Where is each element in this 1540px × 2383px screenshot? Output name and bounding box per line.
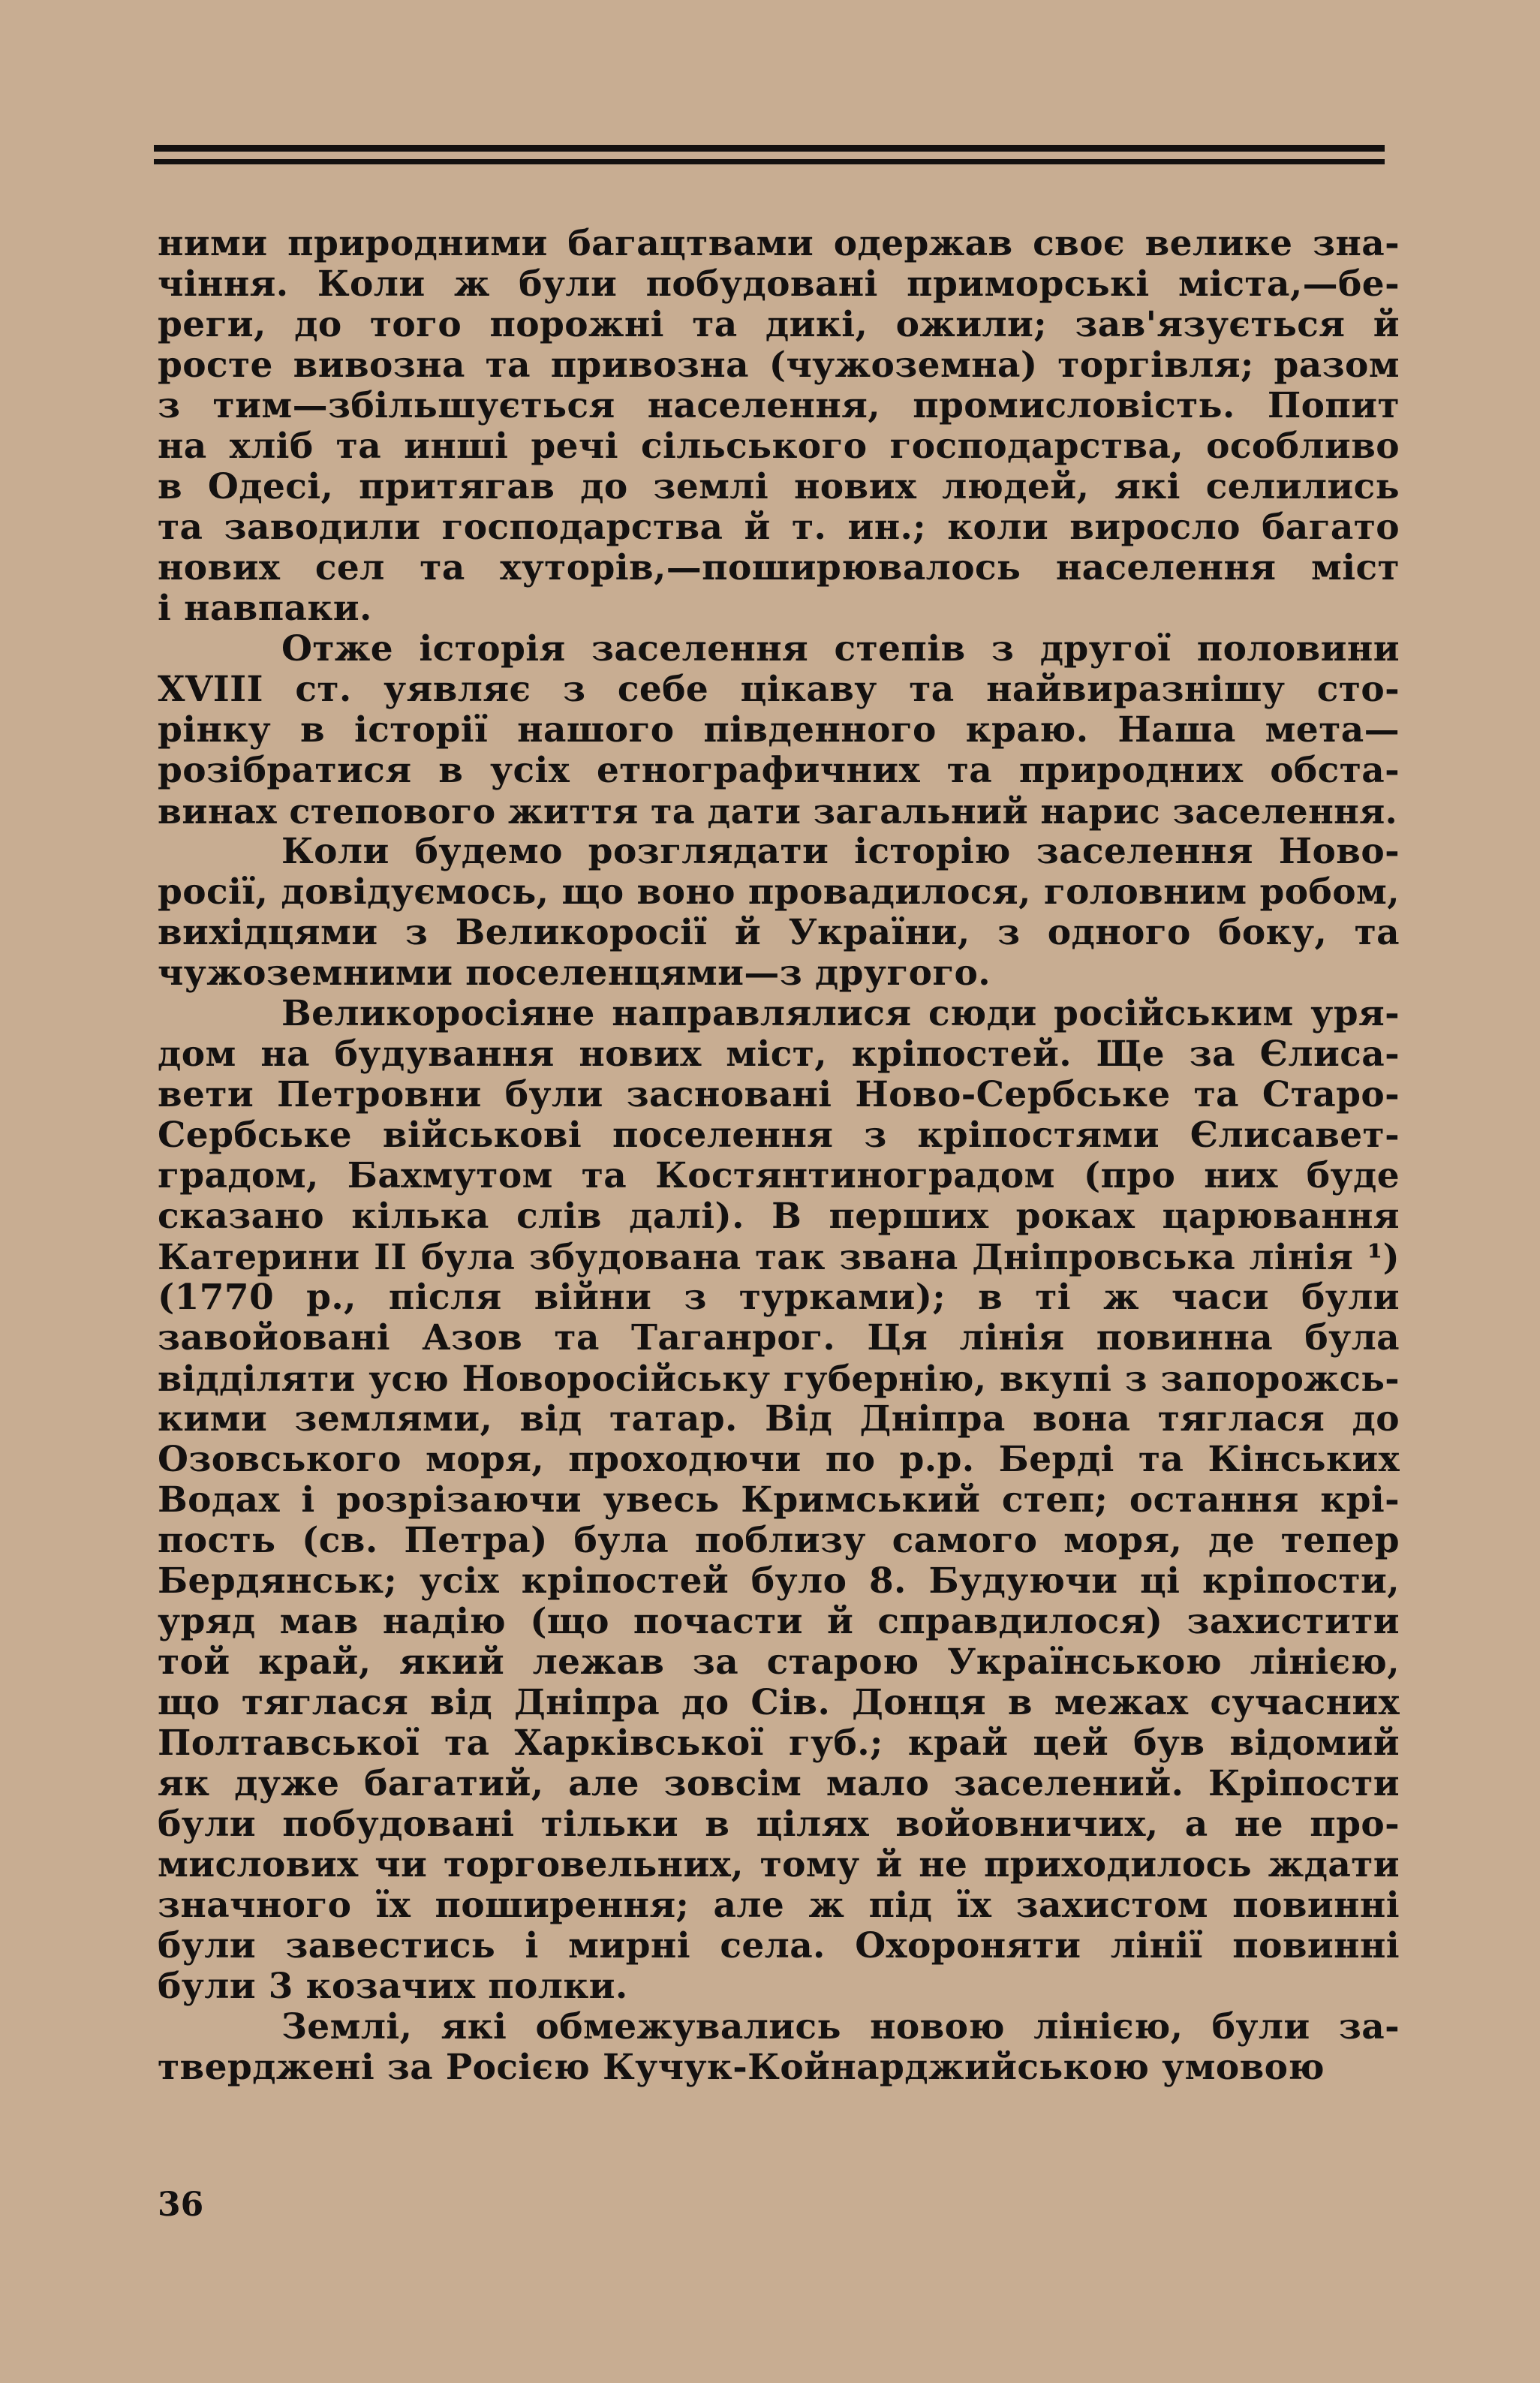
page-number: 36 xyxy=(158,2186,204,2224)
text-line: як дуже багатий, але зовсім мало заселений. Кріпости xyxy=(158,1763,1400,1804)
text-line: росте вивозна та привозна (чужоземна) торгівля; разом xyxy=(158,345,1400,386)
text-line: Полтавської та Харківської губ.; край цей був відомий xyxy=(158,1723,1400,1764)
text-line: Катерини II була збудована так звана Дніпровська лінія ¹) xyxy=(158,1236,1400,1277)
text-line: нових сел та хуторів,—поширювалось населення міст xyxy=(158,547,1400,588)
text-line: були 3 козачих полки. xyxy=(158,1966,628,2007)
text-line: Коли будемо розглядати історію заселення Ново- xyxy=(281,831,1400,872)
text-line: росії, довідуємось, що воно провадилося, головним робом, xyxy=(158,871,1400,913)
text-line: (1770 р., після війни з турками); в ті ж часи були xyxy=(158,1277,1400,1318)
text-line: Озовського моря, проходючи по р.р. Берді та Кінських xyxy=(158,1439,1400,1480)
header-rule-thin xyxy=(154,159,1385,164)
text-line: що тяглася від Дніпра до Сів. Донця в межах сучасних xyxy=(158,1682,1400,1723)
text-line: чіння. Коли ж були побудовані приморські міста,—бе- xyxy=(158,263,1400,305)
text-line: той край, який лежав за старою Українською лінією, xyxy=(158,1641,1400,1683)
text-line: тверджені за Росією Кучук-Койнарджийською умовою xyxy=(158,2047,1325,2088)
text-line: реги, до того порожні та дикі, ожили; зав'язується й xyxy=(158,304,1400,345)
text-line: пость (св. Петра) була поблизу самого моря, де тепер xyxy=(158,1520,1400,1561)
header-rule-thick xyxy=(154,145,1385,152)
text-line: вихідцями з Великоросії й України, з одного боку, та xyxy=(158,912,1400,953)
text-line: чужоземними поселенцями—з другого. xyxy=(158,952,991,994)
text-line: в Одесі, притягав до землі нових людей, які селились xyxy=(158,466,1400,507)
text-line: вети Петровни були засновані Ново-Сербське та Старо- xyxy=(158,1074,1400,1115)
text-line: сказано кілька слів далі). В перших роках царювання xyxy=(158,1196,1400,1237)
text-line: Землі, які обмежувались новою лінією, були за- xyxy=(281,2006,1400,2048)
text-line: розібратися в усіх етнографичних та природних обста- xyxy=(158,750,1400,791)
text-line: кими землями, від татар. Від Дніпра вона тяглася до xyxy=(158,1398,1400,1440)
text-line: рінку в історії нашого південного краю. Наша мета— xyxy=(158,709,1400,751)
text-line: Сербське військові поселення з кріпостями Єлисавет- xyxy=(158,1115,1400,1156)
text-line: ними природними багацтвами одержав своє велике зна- xyxy=(158,223,1400,264)
text-line: завойовані Азов та Таганрог. Ця лінія повинна була xyxy=(158,1317,1400,1358)
text-line: були завестись і мирні села. Охороняти лінії повинні xyxy=(158,1925,1400,1966)
text-line: винах степового життя та дати загальний нарис заселення. xyxy=(158,791,1398,832)
text-line: градом, Бахмутом та Костянтиноградом (про них буде xyxy=(158,1155,1400,1196)
text-line: Водах і розрізаючи увесь Кримський степ; остання крі- xyxy=(158,1479,1400,1521)
text-line: Отже історія заселення степів з другої половини xyxy=(281,628,1400,669)
text-line: були побудовані тільки в цілях войовничих, а не про- xyxy=(158,1804,1400,1845)
text-line: мислових чи торговельних, тому й не приходилось ждати xyxy=(158,1844,1400,1885)
text-line: з тим—збільшується населення, промисловість. Попит xyxy=(158,385,1400,426)
text-line: XVIII ст. уявляє з себе цікаву та найвиразнішу сто- xyxy=(158,669,1400,710)
text-line: на хліб та инші речі сільського господарства, особливо xyxy=(158,426,1400,467)
text-line: відділяти усю Новоросійську губернію, вкупі з запорожсь- xyxy=(158,1358,1400,1399)
text-line: значного їх поширення; але ж під їх захистом повинні xyxy=(158,1885,1400,1926)
text-line: дом на будування нових міст, кріпостей. Ще за Єлиса- xyxy=(158,1034,1400,1075)
text-line: Великоросіяне направлялися сюди російським уря- xyxy=(281,993,1400,1034)
text-line: і навпаки. xyxy=(158,588,372,629)
text-line: та заводили господарства й т. ин.; коли виросло багато xyxy=(158,507,1400,548)
text-line: уряд мав надію (що почасти й справдилося) захистити xyxy=(158,1601,1400,1642)
text-line: Бердянськ; усіх кріпостей було 8. Будуючи ці кріпости, xyxy=(158,1560,1400,1602)
body-text xyxy=(158,224,1400,2088)
